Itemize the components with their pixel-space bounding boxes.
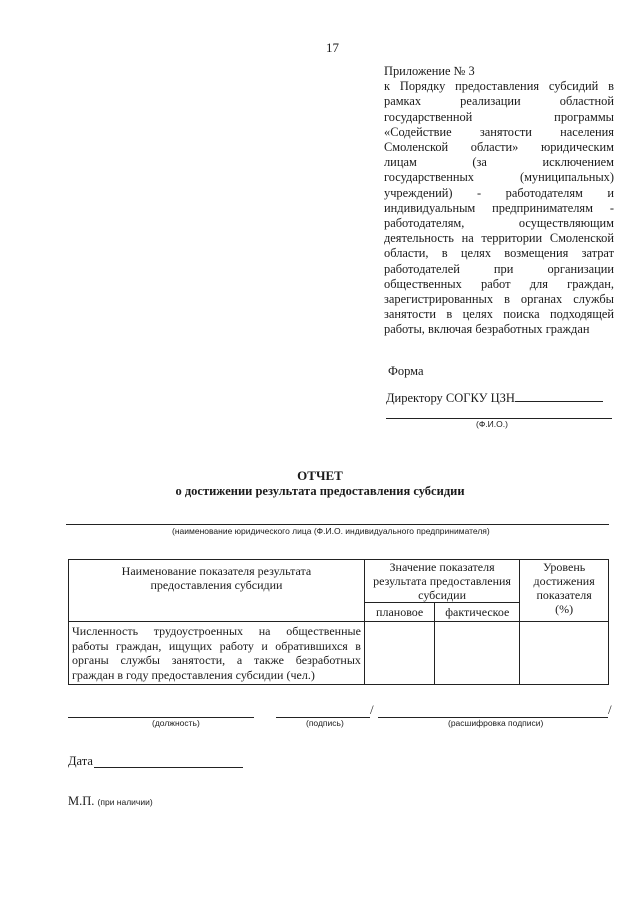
appendix-line: государственных (муниципальных) (384, 170, 614, 185)
org-caption: (наименование юридического лица (Ф.И.О. индивидуального предпринимателя) (172, 526, 490, 536)
row1-label: Численность трудоустроенных на общественные работы граждан, ищущих работу и обратившихся в органы службы занятости, а также безработных граждан в году предоставления субсидии (чел.) (69, 622, 365, 685)
director-name-line[interactable] (515, 391, 603, 402)
report-table (68, 559, 609, 685)
col2a-header: плановое (364, 603, 434, 622)
appendix-line: рамках реализации областной (384, 94, 614, 109)
page-number: 17 (326, 40, 339, 55)
slash-right: / (608, 702, 612, 717)
director-label: Директору СОГКУ ЦЗН (386, 391, 515, 405)
appendix-line: работодателей при организации (384, 261, 614, 276)
appendix-line: общественных работ для граждан, (384, 276, 614, 291)
fio-caption: (Ф.И.О.) (476, 419, 508, 429)
appendix-line: индивидуальным предпринимателям - (384, 200, 614, 215)
org-name-line[interactable] (66, 524, 609, 525)
appendix-line: Смоленской области» юридическим (384, 140, 614, 155)
appendix-line: работодателям, осуществляющим (384, 216, 614, 231)
appendix-block (384, 64, 614, 338)
appendix-line: государственной программы (384, 109, 614, 124)
row1-actual-cell[interactable] (435, 622, 520, 685)
form-label: Форма (388, 364, 424, 378)
date-line[interactable] (94, 767, 243, 768)
director-field (386, 391, 603, 406)
col2-header: Значение показателя результата предоставления субсидии (364, 560, 519, 603)
appendix-line: Приложение № 3 (384, 64, 475, 78)
report-title: ОТЧЕТ (297, 468, 343, 483)
slash-left: / (370, 702, 374, 717)
col3-header: Уровень достижения показателя (%) (520, 560, 609, 622)
appendix-line: области, в целях возмещения затрат (384, 246, 614, 261)
appendix-line: к Порядку предоставления субсидий в (384, 79, 614, 94)
stamp-label: М.П. (68, 794, 95, 808)
stamp-note: (при наличии) (97, 797, 153, 807)
appendix-line: занятости в целях поиска подходящей (384, 307, 614, 322)
appendix-line: работы, включая безработных граждан (384, 322, 590, 337)
stamp-block (68, 794, 153, 809)
sign-caption: (подпись) (306, 718, 344, 728)
report-subtitle: о достижении результата предоставления субсидии (175, 484, 465, 498)
row1-planned-cell[interactable] (364, 622, 434, 685)
appendix-line: учреждений) - работодателям и (384, 185, 614, 200)
decode-caption: (расшифровка подписи) (448, 718, 544, 728)
appendix-line: «Содействие занятости населения (384, 124, 614, 139)
appendix-line: деятельность на территории Смоленской (384, 231, 614, 246)
row1-level-cell[interactable] (520, 622, 609, 685)
appendix-line: лицам (за исключением (384, 155, 614, 170)
appendix-line: зарегистрированных в органах службы (384, 292, 614, 307)
col1-header: Наименование показателя результата предоставления субсидии (69, 560, 365, 622)
position-caption: (должность) (152, 718, 200, 728)
date-label: Дата (68, 754, 93, 768)
col2b-header: фактическое (435, 603, 520, 622)
